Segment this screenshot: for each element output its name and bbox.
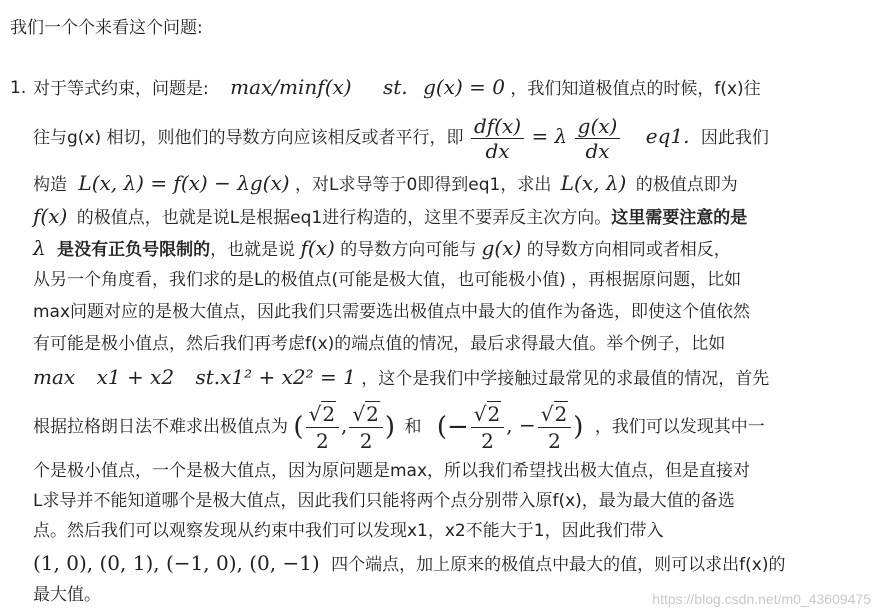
- text: 构造: [33, 175, 67, 195]
- fraction-denominator: 2: [538, 427, 571, 454]
- fraction-denominator: dx: [575, 138, 621, 163]
- line-8: 有可能是极小值点，然后我们再考虑f(x)的端点值的情况，最后求得最大值。举个例子，比如: [33, 334, 726, 354]
- fraction-sqrt2-over-2: [471, 401, 504, 454]
- comma: ,: [341, 413, 348, 437]
- math-eq1-label: eq1.: [645, 124, 690, 148]
- sqrt-symbol: √2: [308, 401, 336, 426]
- line-9: [33, 360, 873, 394]
- list-item-content: [33, 68, 873, 610]
- paren-open-neg: (−: [436, 412, 469, 442]
- line-3: [33, 166, 873, 200]
- text: 的极值点即为: [635, 175, 738, 195]
- text: 对于等式约束，问题是:: [33, 79, 209, 99]
- line-4: [33, 200, 873, 232]
- paren-close: ): [573, 412, 584, 442]
- line-10: [33, 394, 873, 456]
- fraction-numerator: df(x): [473, 113, 522, 138]
- line-5: [33, 232, 873, 264]
- bold-text: 这里需要注意的是: [611, 208, 748, 228]
- list-item-number: 1.: [10, 78, 27, 98]
- fraction-denominator: 2: [349, 427, 382, 454]
- paren-open: (: [293, 412, 304, 442]
- math-max: max: [33, 365, 76, 389]
- text: 的导数方向可能与: [340, 240, 477, 260]
- fraction-df-dx: [471, 114, 524, 163]
- watermark: https://blog.csdn.net/m0_43609475: [652, 591, 871, 607]
- math-equals-lambda: = λ: [531, 124, 568, 148]
- line-14: [33, 546, 873, 580]
- math-st: st.: [382, 75, 408, 99]
- line-7: max问题对应的是极大值点，因此我们只需要选出极值点中最大的值作为备选，即使这个值依然: [33, 302, 751, 322]
- fraction-sqrt2-over-2: [349, 401, 382, 454]
- intro-text: 我们一个个来看这个问题:: [10, 18, 203, 38]
- text: 的极值点，也就是说L是根据eq1进行构造的，这里不要弄反主次方向。: [76, 208, 612, 228]
- fraction-numerator: [471, 401, 504, 427]
- text: ，我们知道极值点的时候，f(x)往: [510, 79, 761, 99]
- math-max-min: max/minf(x): [230, 75, 352, 99]
- math-lambda: λ: [33, 236, 46, 260]
- line-12: L求导并不能知道哪个是极大值点，因此我们只能将两个点分别带入原f(x)，最为最大值的备选: [33, 491, 735, 511]
- math-f: f(x): [33, 204, 68, 228]
- math-endpoints: (1, 0), (0, 1), (−1, 0), (0, −1): [33, 551, 320, 575]
- text: ，我们可以发现其中一: [594, 417, 765, 437]
- fraction-numerator: g(x): [577, 113, 618, 138]
- comma-neg: , −: [506, 413, 536, 437]
- line-6: 从另一个角度看，我们求的是L的极值点(可能是极大值，也可能极小值) ，再根据原问题，比如: [33, 270, 742, 290]
- text: 往与g(x) 相切，则他们的导数方向应该相反或者平行，即: [33, 128, 464, 148]
- math-constraint: g(x) = 0: [423, 75, 505, 99]
- sqrt-symbol: √2: [540, 401, 568, 426]
- text: 的导数方向相同或者相反，: [526, 240, 731, 260]
- fraction-denominator: 2: [306, 427, 339, 454]
- fraction-numerator: [538, 401, 571, 427]
- line-1: [33, 68, 873, 106]
- fraction-sqrt2-over-2: [538, 401, 571, 454]
- line-11: 个是极小值点，一个是极大值点，因为原问题是max，所以我们希望找出极大值点，但是直接对: [33, 461, 751, 481]
- text-and: 和: [404, 417, 422, 437]
- math-f: f(x): [300, 236, 335, 260]
- paren-close: ): [384, 412, 396, 442]
- bold-text: 是没有正负号限制的: [57, 240, 211, 260]
- text: 根据拉格朗日法不难求出极值点为: [33, 417, 288, 437]
- line-13: 点。然后我们可以观察发现从约束中我们可以发现x1，x2不能大于1，因此我们带入: [33, 521, 664, 541]
- fraction-numerator: [306, 401, 339, 427]
- text: 四个端点，加上原来的极值点中最大的值，则可以求出f(x)的: [331, 555, 786, 575]
- line-2: [33, 106, 873, 166]
- text: 因此我们: [700, 128, 769, 148]
- sqrt-symbol: √2: [352, 401, 379, 426]
- text: ，对L求导等于0即得到eq1，求出: [294, 175, 552, 195]
- math-objective: x1 + x2: [96, 365, 175, 389]
- text: ，也就是说: [210, 240, 296, 260]
- math-L: L(x, λ): [560, 171, 627, 195]
- fraction-denominator: dx: [471, 138, 524, 163]
- line-15: 最大值。: [33, 585, 101, 605]
- fraction-numerator: [349, 401, 382, 427]
- sqrt-symbol: √2: [473, 401, 501, 426]
- math-circle-constraint: st.x1² + x2² = 1: [195, 365, 356, 389]
- fraction-denominator: 2: [471, 427, 504, 454]
- math-g: g(x): [481, 236, 522, 260]
- math-lagrangian: L(x, λ) = f(x) − λg(x): [78, 171, 290, 195]
- fraction-g-dx: [575, 114, 621, 163]
- fraction-sqrt2-over-2: [306, 401, 339, 454]
- text: ，这个是我们中学接触过最常见的求最值的情况，首先: [361, 369, 770, 389]
